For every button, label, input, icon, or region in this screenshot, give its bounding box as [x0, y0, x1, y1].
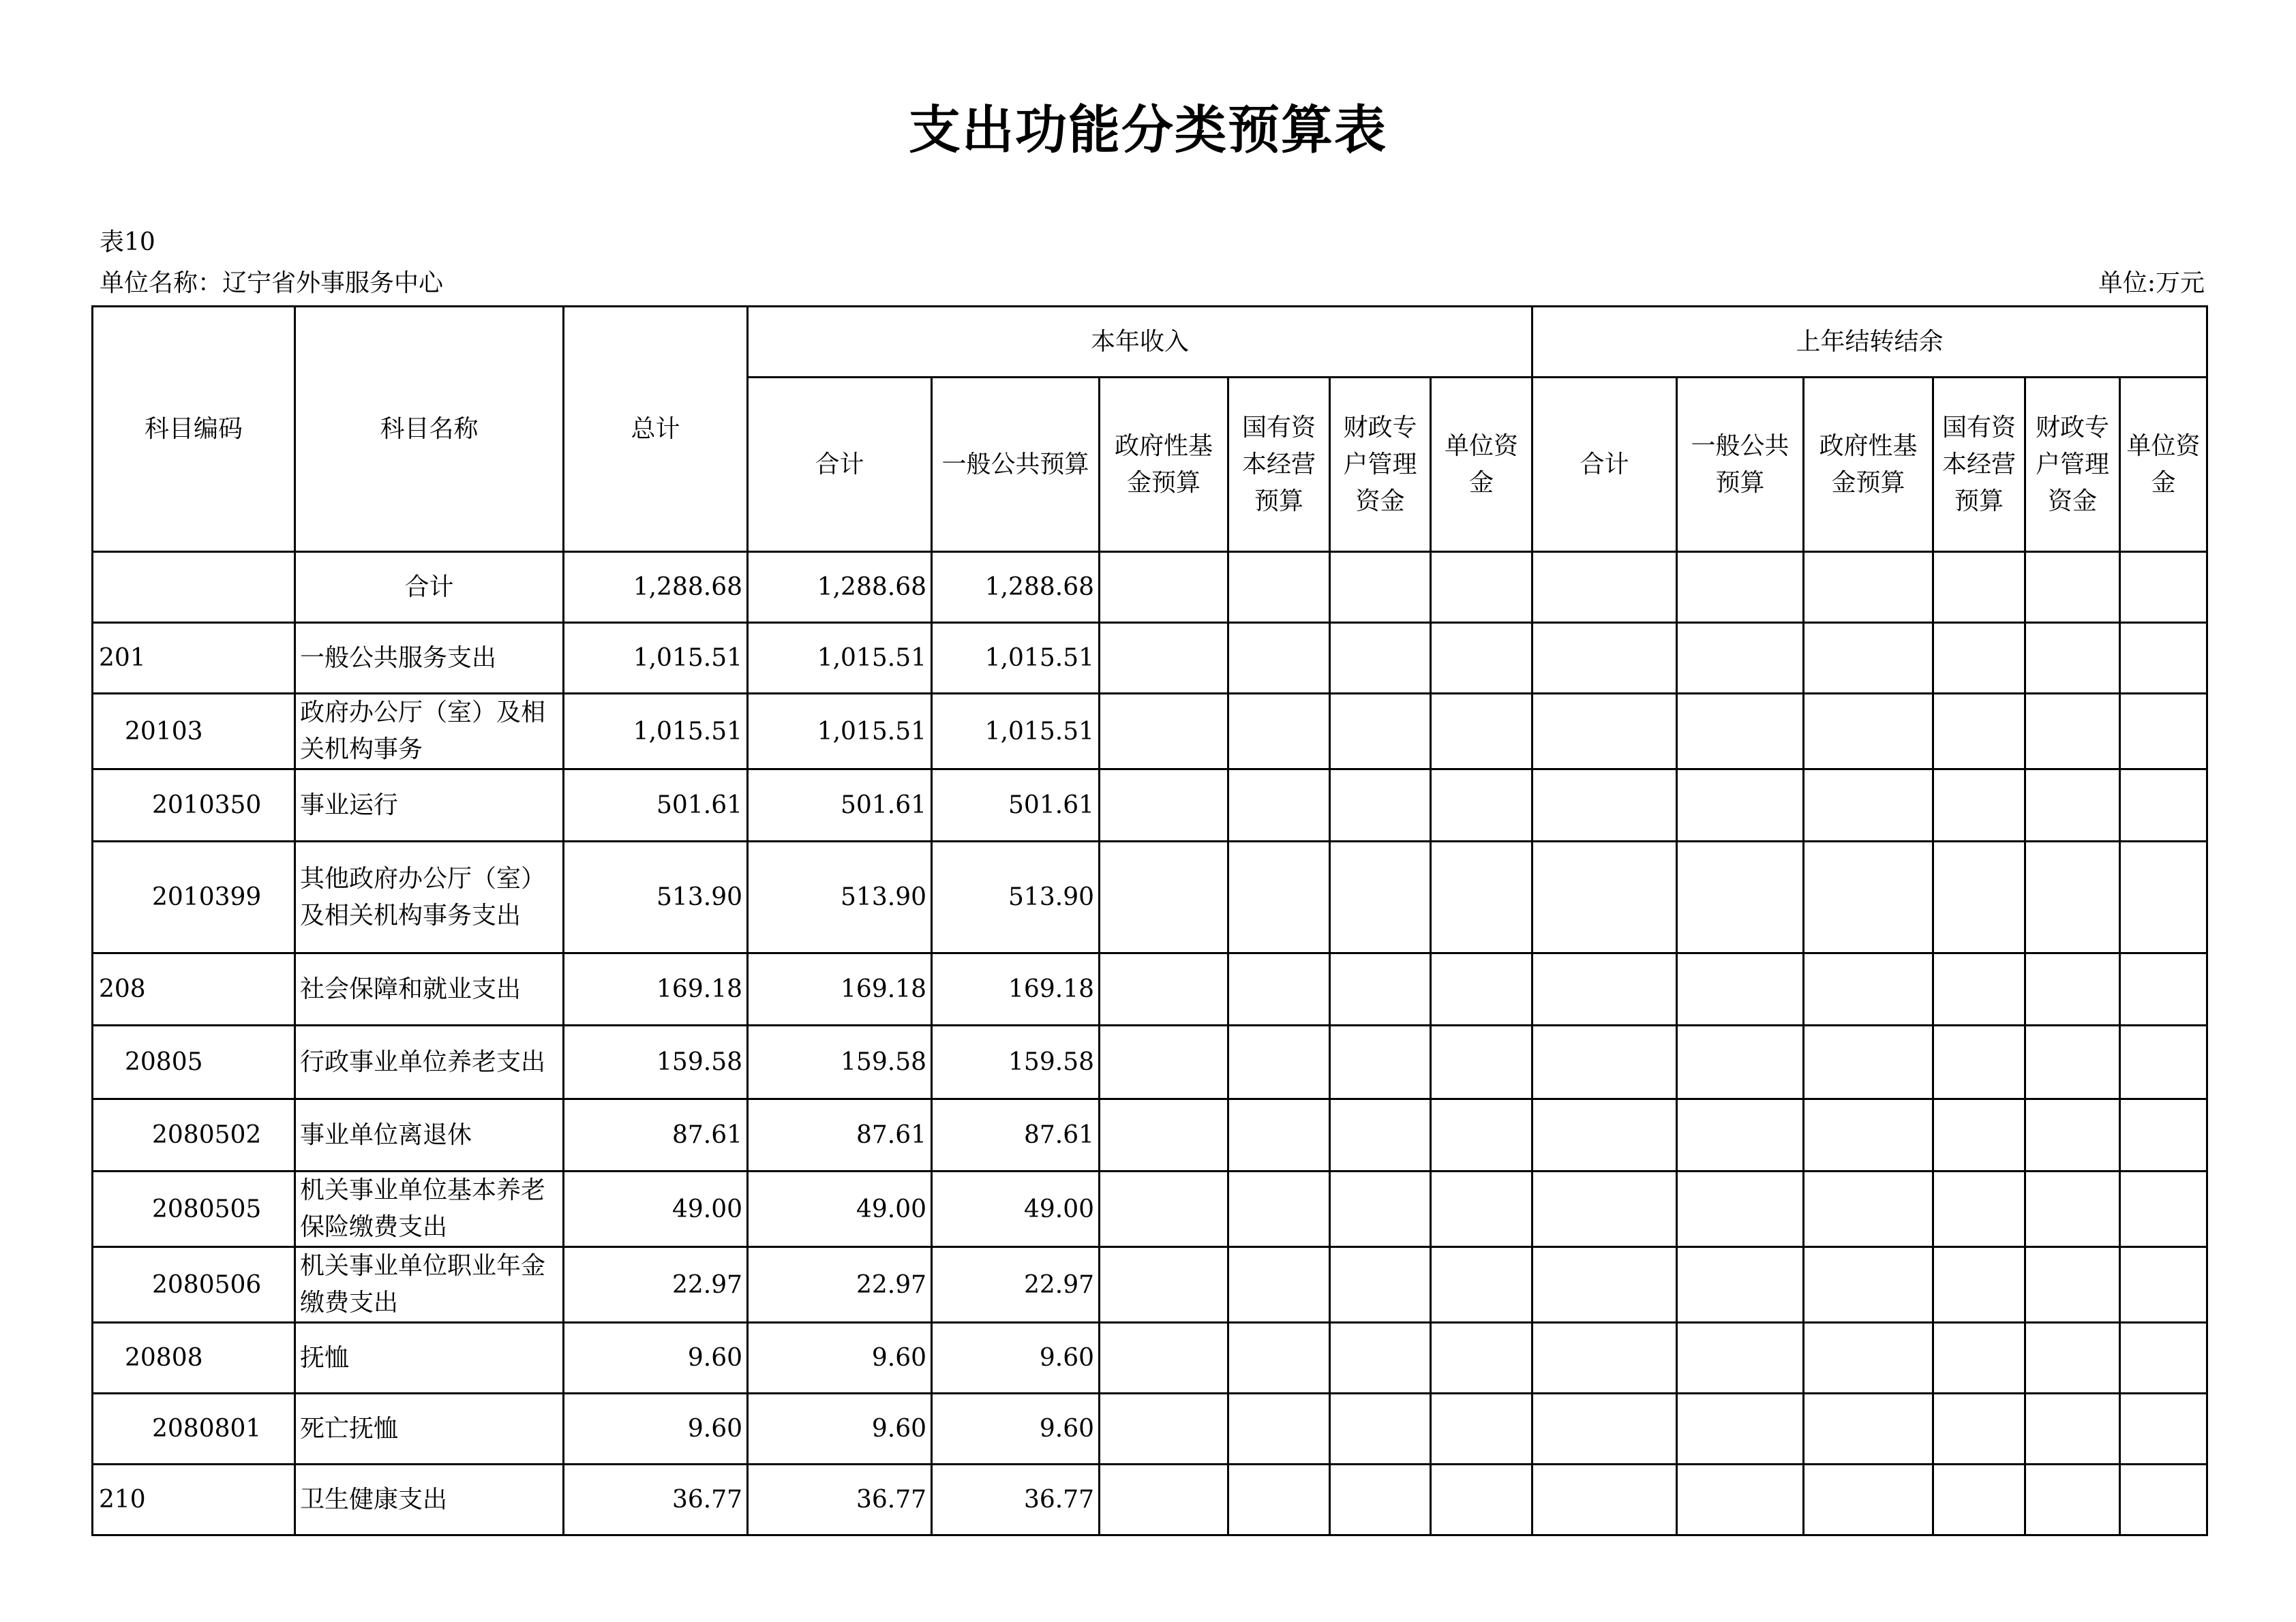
- row-cy-gov-fund: [1100, 1026, 1228, 1099]
- header-py-unit-fund: 单位资金: [2120, 378, 2207, 552]
- row-code: 2080801: [93, 1394, 295, 1465]
- row-total: 169.18: [564, 953, 748, 1026]
- row-py-general: [1677, 769, 1804, 842]
- row-py-unit-fund: [2120, 1247, 2207, 1323]
- row-py-special: [2025, 1323, 2120, 1394]
- header-cy-sum: 合计: [748, 378, 932, 552]
- header-prior-year: 上年结转结余: [1532, 307, 2207, 378]
- row-total: 159.58: [564, 1026, 748, 1099]
- row-py-special: [2025, 694, 2120, 769]
- header-cy-state-capital: 国有资本经营预算: [1228, 378, 1330, 552]
- row-code: 20808: [93, 1323, 295, 1394]
- unit-name: 单位名称：辽宁省外事服务中心: [100, 269, 444, 297]
- row-py-special: [2025, 623, 2120, 694]
- row-py-gov-fund: [1804, 842, 1933, 953]
- row-cy-general: 87.61: [932, 1099, 1100, 1172]
- header-py-general: 一般公共预算: [1677, 378, 1804, 552]
- row-py-state-capital: [1933, 552, 2025, 623]
- row-py-gov-fund: [1804, 1323, 1933, 1394]
- row-py-gov-fund: [1804, 953, 1933, 1026]
- row-cy-special: [1330, 1172, 1431, 1247]
- row-cy-special: [1330, 1247, 1431, 1323]
- row-cy-special: [1330, 842, 1431, 953]
- row-cy-special: [1330, 1099, 1431, 1172]
- row-py-special: [2025, 769, 2120, 842]
- row-py-gov-fund: [1804, 1465, 1933, 1535]
- row-py-unit-fund: [2120, 842, 2207, 953]
- row-total: 9.60: [564, 1323, 748, 1394]
- row-cy-state-capital: [1228, 1394, 1330, 1465]
- row-cy-sum: 1,288.68: [748, 552, 932, 623]
- table-number: 表10: [100, 228, 155, 256]
- row-cy-unit-fund: [1431, 1099, 1532, 1172]
- row-name: 行政事业单位养老支出: [295, 1026, 564, 1099]
- row-py-sum: [1532, 769, 1677, 842]
- row-py-unit-fund: [2120, 552, 2207, 623]
- row-cy-state-capital: [1228, 552, 1330, 623]
- row-cy-gov-fund: [1100, 842, 1228, 953]
- row-cy-unit-fund: [1431, 694, 1532, 769]
- row-py-special: [2025, 1026, 2120, 1099]
- row-py-sum: [1532, 953, 1677, 1026]
- row-cy-state-capital: [1228, 1323, 1330, 1394]
- row-py-sum: [1532, 694, 1677, 769]
- row-cy-sum: 1,015.51: [748, 623, 932, 694]
- row-cy-general: 49.00: [932, 1172, 1100, 1247]
- row-py-general: [1677, 694, 1804, 769]
- row-py-state-capital: [1933, 842, 2025, 953]
- row-py-state-capital: [1933, 1323, 2025, 1394]
- table-row: [93, 552, 2207, 623]
- row-py-general: [1677, 842, 1804, 953]
- row-py-gov-fund: [1804, 1026, 1933, 1099]
- row-py-special: [2025, 1099, 2120, 1172]
- row-cy-general: 1,015.51: [932, 694, 1100, 769]
- row-py-gov-fund: [1804, 1172, 1933, 1247]
- row-name: 一般公共服务支出: [295, 623, 564, 694]
- row-code: 20103: [93, 694, 295, 769]
- row-cy-unit-fund: [1431, 1247, 1532, 1323]
- header-current-year: 本年收入: [748, 307, 1532, 378]
- row-code: 210: [93, 1465, 295, 1535]
- table-row: [93, 1099, 2207, 1172]
- row-cy-unit-fund: [1431, 842, 1532, 953]
- row-cy-general: 501.61: [932, 769, 1100, 842]
- row-cy-state-capital: [1228, 623, 1330, 694]
- row-total: 9.60: [564, 1394, 748, 1465]
- table-row: [93, 1026, 2207, 1099]
- row-py-unit-fund: [2120, 694, 2207, 769]
- row-cy-general: 513.90: [932, 842, 1100, 953]
- row-py-general: [1677, 1099, 1804, 1172]
- row-py-sum: [1532, 552, 1677, 623]
- row-total: 1,015.51: [564, 623, 748, 694]
- row-py-general: [1677, 552, 1804, 623]
- table-row: [93, 623, 2207, 694]
- row-py-special: [2025, 842, 2120, 953]
- row-py-unit-fund: [2120, 1099, 2207, 1172]
- row-code: [93, 552, 295, 623]
- row-cy-special: [1330, 623, 1431, 694]
- row-name: 死亡抚恤: [295, 1394, 564, 1465]
- row-cy-unit-fund: [1431, 1465, 1532, 1535]
- row-py-gov-fund: [1804, 1394, 1933, 1465]
- row-py-gov-fund: [1804, 623, 1933, 694]
- row-py-general: [1677, 623, 1804, 694]
- row-cy-sum: 159.58: [748, 1026, 932, 1099]
- row-cy-gov-fund: [1100, 1172, 1228, 1247]
- table-row: [93, 1323, 2207, 1394]
- header-name: 科目名称: [295, 307, 564, 552]
- row-total: 1,288.68: [564, 552, 748, 623]
- row-name: 政府办公厅（室）及相关机构事务: [295, 694, 564, 769]
- row-py-gov-fund: [1804, 769, 1933, 842]
- row-cy-special: [1330, 1323, 1431, 1394]
- row-py-general: [1677, 1323, 1804, 1394]
- row-cy-sum: 513.90: [748, 842, 932, 953]
- row-py-gov-fund: [1804, 552, 1933, 623]
- row-py-state-capital: [1933, 1394, 2025, 1465]
- row-py-sum: [1532, 842, 1677, 953]
- row-cy-gov-fund: [1100, 1323, 1228, 1394]
- row-cy-general: 9.60: [932, 1394, 1100, 1465]
- row-py-sum: [1532, 1394, 1677, 1465]
- row-py-unit-fund: [2120, 1172, 2207, 1247]
- row-py-state-capital: [1933, 1099, 2025, 1172]
- table-row: [93, 769, 2207, 842]
- row-name: 事业运行: [295, 769, 564, 842]
- table-row: [93, 1172, 2207, 1247]
- row-total: 513.90: [564, 842, 748, 953]
- row-cy-sum: 87.61: [748, 1099, 932, 1172]
- header-py-special: 财政专户管理资金: [2025, 378, 2120, 552]
- row-py-state-capital: [1933, 623, 2025, 694]
- row-cy-gov-fund: [1100, 552, 1228, 623]
- row-py-unit-fund: [2120, 1323, 2207, 1394]
- row-cy-gov-fund: [1100, 694, 1228, 769]
- row-py-unit-fund: [2120, 953, 2207, 1026]
- row-cy-state-capital: [1228, 694, 1330, 769]
- page-title: 支出功能分类预算表: [909, 100, 1387, 160]
- header-py-gov-fund: 政府性基金预算: [1804, 378, 1933, 552]
- row-py-sum: [1532, 1465, 1677, 1535]
- row-cy-state-capital: [1228, 842, 1330, 953]
- row-cy-unit-fund: [1431, 953, 1532, 1026]
- row-cy-unit-fund: [1431, 552, 1532, 623]
- header-cy-gov-fund: 政府性基金预算: [1100, 378, 1228, 552]
- row-py-special: [2025, 1247, 2120, 1323]
- row-cy-sum: 1,015.51: [748, 694, 932, 769]
- row-name: 其他政府办公厅（室）及相关机构事务支出: [295, 842, 564, 953]
- row-code: 201: [93, 623, 295, 694]
- table-row: [93, 842, 2207, 953]
- row-cy-unit-fund: [1431, 1323, 1532, 1394]
- row-cy-state-capital: [1228, 1099, 1330, 1172]
- row-total: 49.00: [564, 1172, 748, 1247]
- row-name: 合计: [295, 552, 564, 623]
- budget-table: [91, 305, 2208, 1536]
- row-name: 抚恤: [295, 1323, 564, 1394]
- row-cy-gov-fund: [1100, 1465, 1228, 1535]
- row-cy-general: 169.18: [932, 953, 1100, 1026]
- table-body: [93, 552, 2207, 1535]
- row-cy-state-capital: [1228, 1465, 1330, 1535]
- row-py-gov-fund: [1804, 1247, 1933, 1323]
- row-cy-unit-fund: [1431, 1394, 1532, 1465]
- row-py-state-capital: [1933, 769, 2025, 842]
- row-total: 22.97: [564, 1247, 748, 1323]
- row-cy-sum: 49.00: [748, 1172, 932, 1247]
- row-cy-sum: 169.18: [748, 953, 932, 1026]
- row-name: 卫生健康支出: [295, 1465, 564, 1535]
- row-cy-special: [1330, 1026, 1431, 1099]
- header-code: 科目编码: [93, 307, 295, 552]
- row-cy-gov-fund: [1100, 1394, 1228, 1465]
- row-name: 事业单位离退休: [295, 1099, 564, 1172]
- row-py-sum: [1532, 623, 1677, 694]
- row-cy-special: [1330, 769, 1431, 842]
- row-cy-sum: 9.60: [748, 1323, 932, 1394]
- header-cy-special: 财政专户管理资金: [1330, 378, 1431, 552]
- row-total: 1,015.51: [564, 694, 748, 769]
- row-py-general: [1677, 1394, 1804, 1465]
- row-py-state-capital: [1933, 694, 2025, 769]
- row-py-gov-fund: [1804, 1099, 1933, 1172]
- row-cy-special: [1330, 1394, 1431, 1465]
- row-cy-special: [1330, 953, 1431, 1026]
- table-row: [93, 1394, 2207, 1465]
- row-py-general: [1677, 1026, 1804, 1099]
- table-row: [93, 953, 2207, 1026]
- row-py-gov-fund: [1804, 694, 1933, 769]
- row-py-state-capital: [1933, 953, 2025, 1026]
- header-py-sum: 合计: [1532, 378, 1677, 552]
- row-py-special: [2025, 552, 2120, 623]
- row-py-sum: [1532, 1026, 1677, 1099]
- row-cy-unit-fund: [1431, 1172, 1532, 1247]
- row-py-unit-fund: [2120, 1465, 2207, 1535]
- row-py-unit-fund: [2120, 769, 2207, 842]
- row-total: 501.61: [564, 769, 748, 842]
- row-name: 机关事业单位职业年金缴费支出: [295, 1247, 564, 1323]
- row-cy-sum: 36.77: [748, 1465, 932, 1535]
- row-cy-general: 159.58: [932, 1026, 1100, 1099]
- row-py-state-capital: [1933, 1172, 2025, 1247]
- row-py-unit-fund: [2120, 1394, 2207, 1465]
- row-cy-state-capital: [1228, 769, 1330, 842]
- row-cy-special: [1330, 552, 1431, 623]
- row-cy-gov-fund: [1100, 1247, 1228, 1323]
- table-row: [93, 1465, 2207, 1535]
- row-cy-unit-fund: [1431, 769, 1532, 842]
- row-cy-gov-fund: [1100, 1099, 1228, 1172]
- row-py-sum: [1532, 1323, 1677, 1394]
- row-cy-gov-fund: [1100, 769, 1228, 842]
- table-row: [93, 694, 2207, 769]
- row-py-general: [1677, 953, 1804, 1026]
- row-cy-unit-fund: [1431, 1026, 1532, 1099]
- row-py-state-capital: [1933, 1465, 2025, 1535]
- row-code: 2080505: [93, 1172, 295, 1247]
- header-cy-unit-fund: 单位资金: [1431, 378, 1532, 552]
- row-cy-state-capital: [1228, 1172, 1330, 1247]
- row-cy-state-capital: [1228, 1247, 1330, 1323]
- row-py-special: [2025, 1172, 2120, 1247]
- row-py-general: [1677, 1465, 1804, 1535]
- row-cy-gov-fund: [1100, 953, 1228, 1026]
- row-py-unit-fund: [2120, 1026, 2207, 1099]
- row-total: 87.61: [564, 1099, 748, 1172]
- row-cy-state-capital: [1228, 1026, 1330, 1099]
- row-py-state-capital: [1933, 1026, 2025, 1099]
- row-cy-general: 9.60: [932, 1323, 1100, 1394]
- row-cy-state-capital: [1228, 953, 1330, 1026]
- header-py-state-capital: 国有资本经营预算: [1933, 378, 2025, 552]
- row-code: 20805: [93, 1026, 295, 1099]
- header-total: 总计: [564, 307, 748, 552]
- row-py-general: [1677, 1247, 1804, 1323]
- row-total: 36.77: [564, 1465, 748, 1535]
- row-py-general: [1677, 1172, 1804, 1247]
- row-cy-special: [1330, 1465, 1431, 1535]
- row-cy-sum: 22.97: [748, 1247, 932, 1323]
- row-cy-general: 36.77: [932, 1465, 1100, 1535]
- row-cy-unit-fund: [1431, 623, 1532, 694]
- currency-unit: 单位:万元: [2098, 269, 2205, 297]
- row-py-unit-fund: [2120, 623, 2207, 694]
- row-py-special: [2025, 1394, 2120, 1465]
- row-code: 2080506: [93, 1247, 295, 1323]
- row-code: 2010399: [93, 842, 295, 953]
- row-cy-sum: 9.60: [748, 1394, 932, 1465]
- row-py-sum: [1532, 1099, 1677, 1172]
- row-cy-special: [1330, 694, 1431, 769]
- row-name: 机关事业单位基本养老保险缴费支出: [295, 1172, 564, 1247]
- header-cy-general: 一般公共预算: [932, 378, 1100, 552]
- row-code: 2080502: [93, 1099, 295, 1172]
- row-cy-general: 22.97: [932, 1247, 1100, 1323]
- row-py-special: [2025, 1465, 2120, 1535]
- row-cy-general: 1,288.68: [932, 552, 1100, 623]
- row-cy-gov-fund: [1100, 623, 1228, 694]
- row-cy-general: 1,015.51: [932, 623, 1100, 694]
- table-row: [93, 1247, 2207, 1323]
- row-name: 社会保障和就业支出: [295, 953, 564, 1026]
- row-py-state-capital: [1933, 1247, 2025, 1323]
- row-cy-sum: 501.61: [748, 769, 932, 842]
- row-code: 2010350: [93, 769, 295, 842]
- row-py-special: [2025, 953, 2120, 1026]
- row-py-sum: [1532, 1247, 1677, 1323]
- row-code: 208: [93, 953, 295, 1026]
- row-py-sum: [1532, 1172, 1677, 1247]
